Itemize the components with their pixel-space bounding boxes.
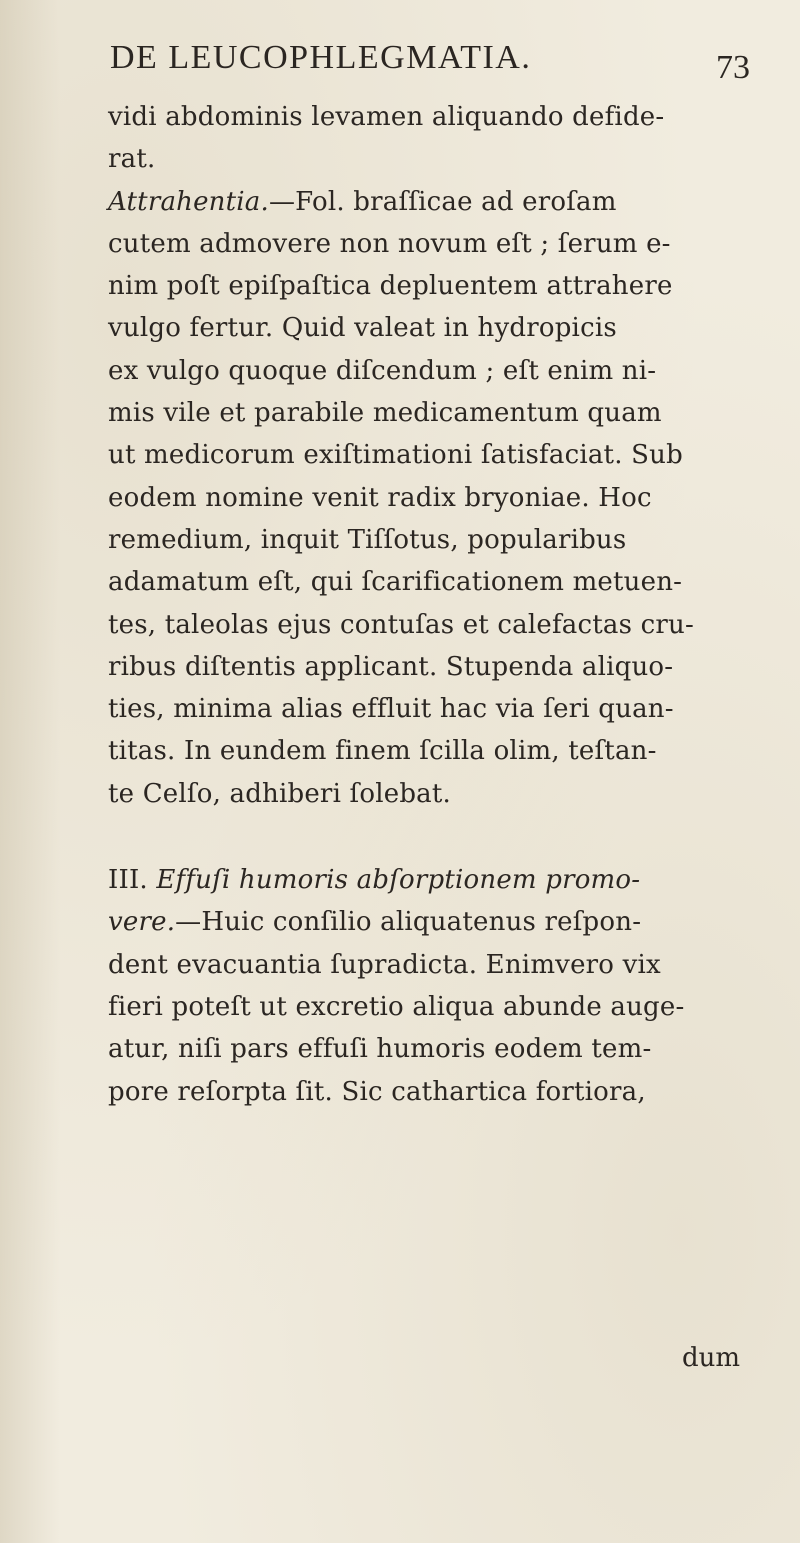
paragraph-attrahentia (108, 181, 708, 815)
text-line: ties, minima alias effluit hac via ſeri quan- (108, 694, 674, 725)
paragraph-1 (108, 96, 708, 181)
text-line: mis vile et parabile medicamentum quam (108, 398, 662, 429)
page-edge-shadow (0, 0, 60, 1543)
section-heading-italic: vere. (108, 907, 176, 938)
text-line: dent evacuantia ſupradicta. Enimvero vix (108, 949, 661, 980)
page-number: 73 (716, 49, 750, 86)
text-line: nim poſt epiſpaſtica depluentem attrahere (108, 271, 673, 302)
text-line: ut medicorum exiſtimationi ſatisfaciat. Sub (108, 440, 683, 471)
text-line: fieri poteſt ut excretio aliqua abunde auge- (108, 991, 685, 1022)
text-line: pore reſorpta ſit. Sic cathartica fortiora, (108, 1076, 646, 1107)
text-line: cutem admovere non novum eſt ; ſerum e- (108, 228, 671, 259)
paragraph-gap (108, 815, 708, 859)
text-line (108, 901, 708, 943)
text-line: ribus diſtentis applicant. Stupenda aliquo- (108, 651, 674, 682)
text-line-rest: —Huic conſilio aliquatenus reſpon- (175, 907, 642, 938)
text-line: te Celſo, adhiberi ſolebat. (108, 778, 451, 809)
section-heading-italic: Attrahentia. (108, 186, 269, 217)
text-line: atur, niſi pars effuſi humoris eodem tem- (108, 1034, 652, 1065)
text-line: remedium, inquit Tiſſotus, popularibus (108, 524, 627, 555)
text-line: adamatum eſt, qui ſcarificationem metuen- (108, 567, 683, 598)
running-title: DE LEUCOPHLEGMATIA. (110, 39, 532, 76)
text-line: rat. (108, 144, 156, 175)
paragraph-iii (108, 859, 708, 1113)
body-text (108, 96, 708, 1113)
text-line: eodem nomine venit radix bryoniae. Hoc (108, 482, 652, 513)
catchword: dum (681, 1343, 740, 1373)
text-line-rest: —Fol. braſſicae ad eroſam (268, 186, 617, 217)
text-line (108, 859, 708, 901)
text-line: vidi abdominis levamen aliquando defide- (108, 102, 665, 132)
text-line: titas. In eundem finem ſcilla olim, teſtan- (108, 736, 657, 767)
text-line (108, 181, 708, 223)
section-heading-italic: Effuſi humoris abſorptionem promo- (156, 865, 641, 896)
text-line: ex vulgo quoque diſcendum ; eſt enim ni- (108, 355, 657, 386)
section-number: III. (108, 865, 157, 896)
text-line: tes, taleolas ejus contuſas et calefactas cru- (108, 609, 694, 640)
running-head (110, 36, 750, 92)
text-line: vulgo fertur. Quid valeat in hydropicis (108, 313, 617, 344)
